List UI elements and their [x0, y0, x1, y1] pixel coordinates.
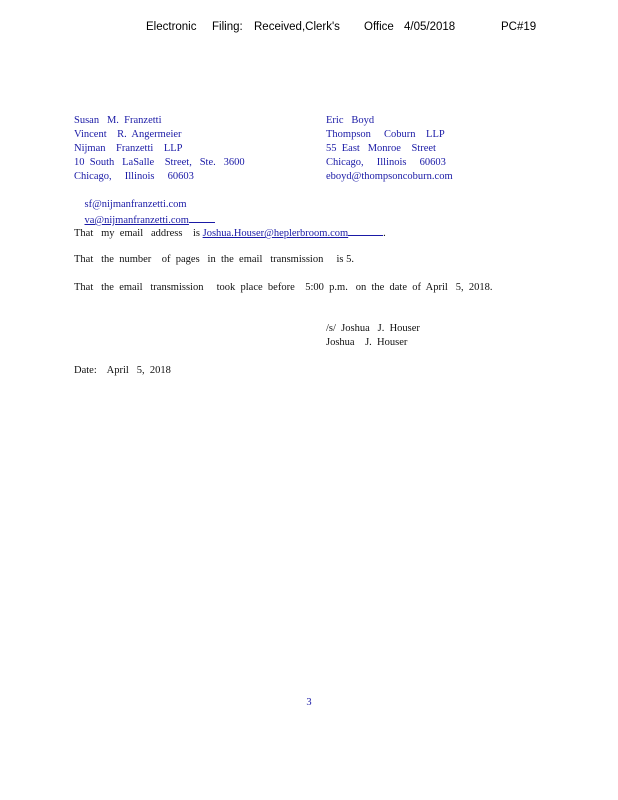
recipient-street: 10 South LaSalle Street, Ste. 3600 [74, 157, 245, 168]
recipient-city: Chicago, Illinois 60603 [74, 171, 194, 182]
sender-email-link[interactable]: Joshua.Houser@heplerbroom.com [202, 228, 349, 239]
header-pc-number: PC#19 [501, 21, 537, 33]
underline-extension [189, 212, 215, 223]
header-filing: Filing: [212, 21, 243, 33]
email-link[interactable]: va@nijmanfranzetti.com [84, 215, 189, 226]
statement-text: That my email address is [74, 228, 203, 239]
header-office: Office [364, 21, 394, 33]
recipient-city: Chicago, Illinois 60603 [326, 157, 446, 168]
signature-block [326, 322, 420, 350]
recipient-name: Susan M. Franzetti [74, 115, 162, 126]
recipient-email: eboyd@thompsoncoburn.com [326, 171, 453, 182]
recipient-firm: Thompson Coburn LLP [326, 129, 445, 140]
date-line: Date: April 5, 2018 [74, 365, 171, 376]
header-date: 4/05/2018 [404, 21, 456, 33]
header-received: Received,Clerk's [254, 21, 340, 33]
page-count-statement: That the number of pages in the email transmission is 5. [74, 254, 354, 265]
signer-name: Joshua J. Houser [326, 337, 408, 348]
service-list-left [74, 114, 245, 226]
filing-header [0, 21, 618, 37]
header-electronic: Electronic [146, 21, 197, 33]
underline-extension [348, 225, 383, 236]
page-number: 3 [306, 697, 312, 708]
electronic-signature: /s/ Joshua J. Houser [326, 323, 420, 334]
email-text: sf@nijmanfranzetti.com [84, 199, 187, 210]
recipient-name: Eric Boyd [326, 115, 375, 126]
recipient-firm: Nijman Franzetti LLP [74, 143, 183, 154]
statement-period: . [383, 228, 386, 239]
recipient-name: Vincent R. Angermeier [74, 129, 182, 140]
email-address-statement [74, 225, 386, 241]
transmission-time-statement: That the email transmission took place before 5:00 p.m. on the date of April 5, 2018. [74, 282, 493, 293]
service-list-right [326, 114, 453, 184]
recipient-street: 55 East Monroe Street [326, 143, 436, 154]
recipient-email [74, 184, 245, 210]
